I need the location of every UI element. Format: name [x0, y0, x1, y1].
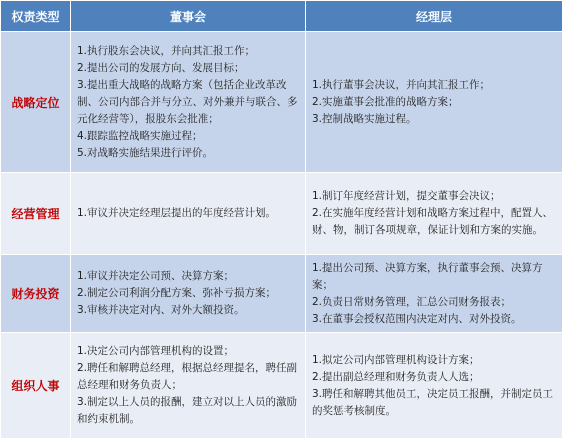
management-cell-personnel: [306, 333, 562, 439]
list-item: 3.聘任和解聘其他员工，决定员工报酬，并制定员工的奖惩考核制度。: [312, 386, 558, 420]
list-item: 1.审议并决定经理层提出的年度经营计划。: [77, 205, 301, 222]
list-item: 2.聘任和解聘总经理，根据总经理提名，聘任副总经理和财务负责人；: [77, 360, 301, 394]
list-item: 4.跟踪监控战略实施过程；: [77, 128, 301, 145]
list-item: 3.审核并决定对内、对外大额投资。: [77, 302, 301, 319]
table-row: [1, 333, 562, 439]
header-management: 经理层: [306, 1, 562, 32]
list-item: 1.审议并决定公司预、决算方案；: [77, 268, 301, 285]
board-cell-finance: [71, 255, 306, 333]
table-row: [1, 32, 562, 173]
list-item: 2.提出公司的发展方向、发展目标；: [77, 60, 301, 77]
header-board: 董事会: [71, 1, 306, 32]
list-item: 2.实施董事会批准的战略方案；: [312, 94, 558, 111]
list-item: 1.制订年度经营计划，提交董事会决议；: [312, 188, 558, 205]
list-item: 1.决定公司内部管理机构的设置；: [77, 343, 301, 360]
list-item: 3.提出重大战略的战略方案（包括企业改革改制、公司内部合并与分立、对外兼并与联合、多元化经营等），报股东会批准；: [77, 77, 301, 128]
list-item: 2.制定公司利润分配方案、弥补亏损方案；: [77, 285, 301, 302]
header-responsibility-type: 权责类型: [1, 1, 71, 32]
list-item: 2.在实施年度经营计划和战略方案过程中，配置人、财、物，制订各项规章，保证计划和方案的实施。: [312, 205, 558, 239]
list-item: 3.在董事会授权范围内决定对内、对外投资。: [312, 311, 558, 328]
row-type-finance: 财务投资: [1, 255, 71, 333]
list-item: 5.对战略实施结果进行评价。: [77, 145, 301, 162]
row-type-strategy: 战略定位: [1, 32, 71, 173]
board-cell-personnel: [71, 333, 306, 439]
management-cell-operations: [306, 173, 562, 255]
list-item: 1.执行董事会决议，并向其汇报工作；: [312, 77, 558, 94]
list-item: 2.提出副总经理和财务负责人人选；: [312, 369, 558, 386]
row-type-personnel: 组织人事: [1, 333, 71, 439]
board-cell-strategy: [71, 32, 306, 173]
management-cell-finance: [306, 255, 562, 333]
row-type-operations: 经营管理: [1, 173, 71, 255]
board-cell-operations: [71, 173, 306, 255]
list-item: 1.拟定公司内部管理机构设计方案；: [312, 352, 558, 369]
management-cell-strategy: [306, 32, 562, 173]
list-item: 3.制定以上人员的报酬，建立对以上人员的激励和约束机制。: [77, 394, 301, 428]
list-item: 1.执行股东会决议，并向其汇报工作；: [77, 43, 301, 60]
table-row: [1, 173, 562, 255]
table-row: [1, 255, 562, 333]
header-row: [1, 1, 562, 32]
list-item: 1.提出公司预、决算方案，执行董事会预、决算方案；: [312, 260, 558, 294]
list-item: 3.控制战略实施过程。: [312, 111, 558, 128]
list-item: 2.负责日常财务管理，汇总公司财务报表；: [312, 294, 558, 311]
